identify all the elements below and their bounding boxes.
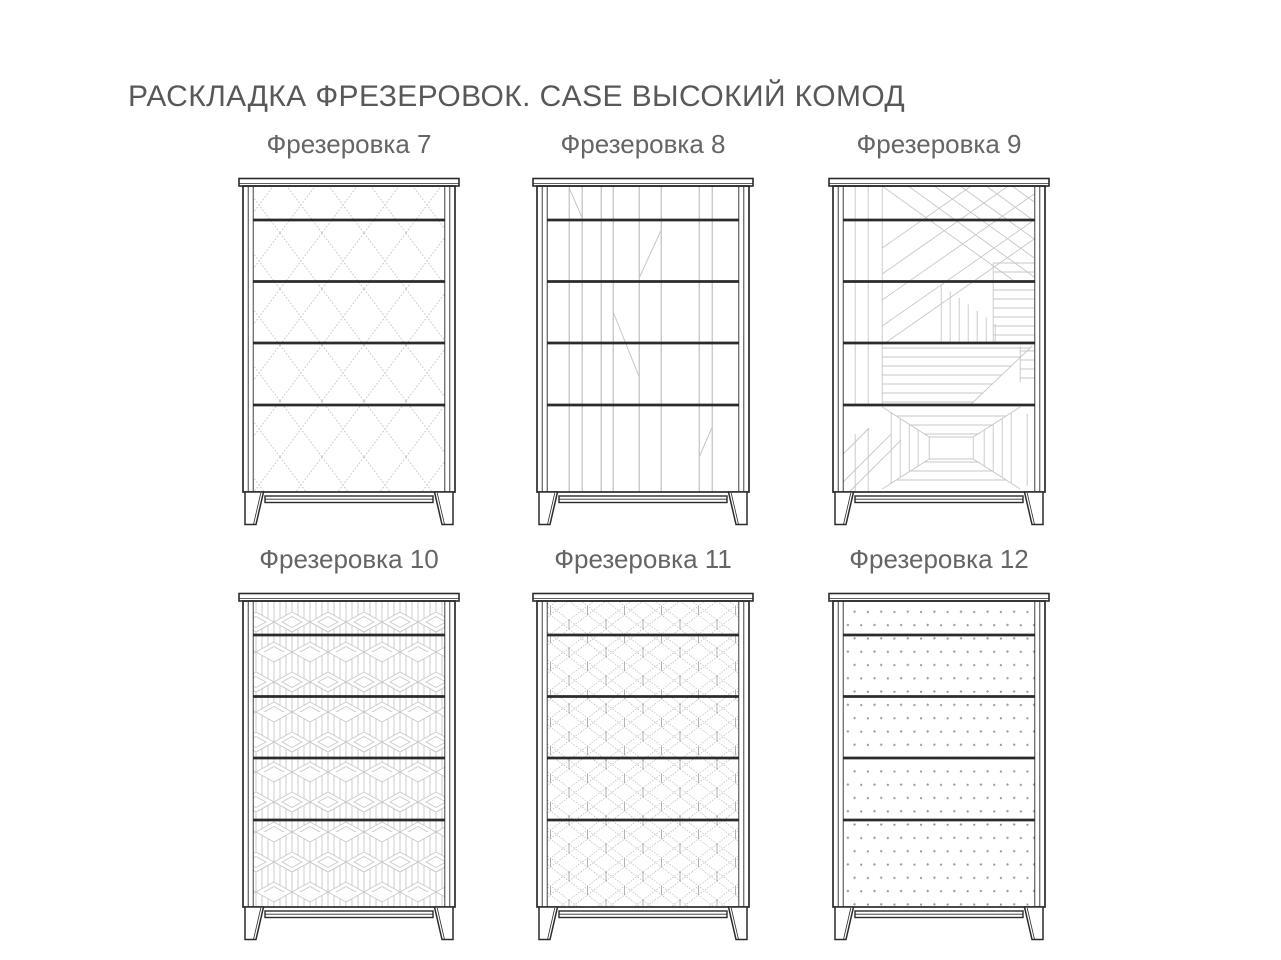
tile-label-9: Фрезеровка 9: [856, 129, 1022, 159]
cabinet-drawing-milling-7: [238, 177, 460, 529]
tile-label-12: Фрезеровка 12: [849, 544, 1029, 574]
milling-tile-10: [238, 543, 460, 944]
page-title: РАСКЛАДКА ФРЕЗЕРОВОК. CASE ВЫСОКИЙ КОМОД: [128, 80, 906, 113]
tile-label-11: Фрезеровка 11: [554, 544, 732, 574]
cabinet-drawing-milling-10: [238, 592, 460, 944]
milling-tile-7: [238, 128, 460, 529]
tile-label-7: Фрезеровка 7: [266, 129, 432, 159]
cabinet-drawing-milling-8: [532, 177, 754, 529]
milling-tile-9: [828, 128, 1050, 529]
cabinet-drawing-milling-9: [828, 177, 1050, 529]
tile-label-10: Фрезеровка 10: [259, 544, 439, 574]
milling-tile-12: [828, 543, 1050, 944]
tile-label-8: Фрезеровка 8: [560, 129, 726, 159]
cabinet-drawing-milling-12: [828, 592, 1050, 944]
cabinet-drawing-milling-11: [532, 592, 754, 944]
milling-tile-11: [532, 543, 754, 944]
milling-tile-8: [532, 128, 754, 529]
